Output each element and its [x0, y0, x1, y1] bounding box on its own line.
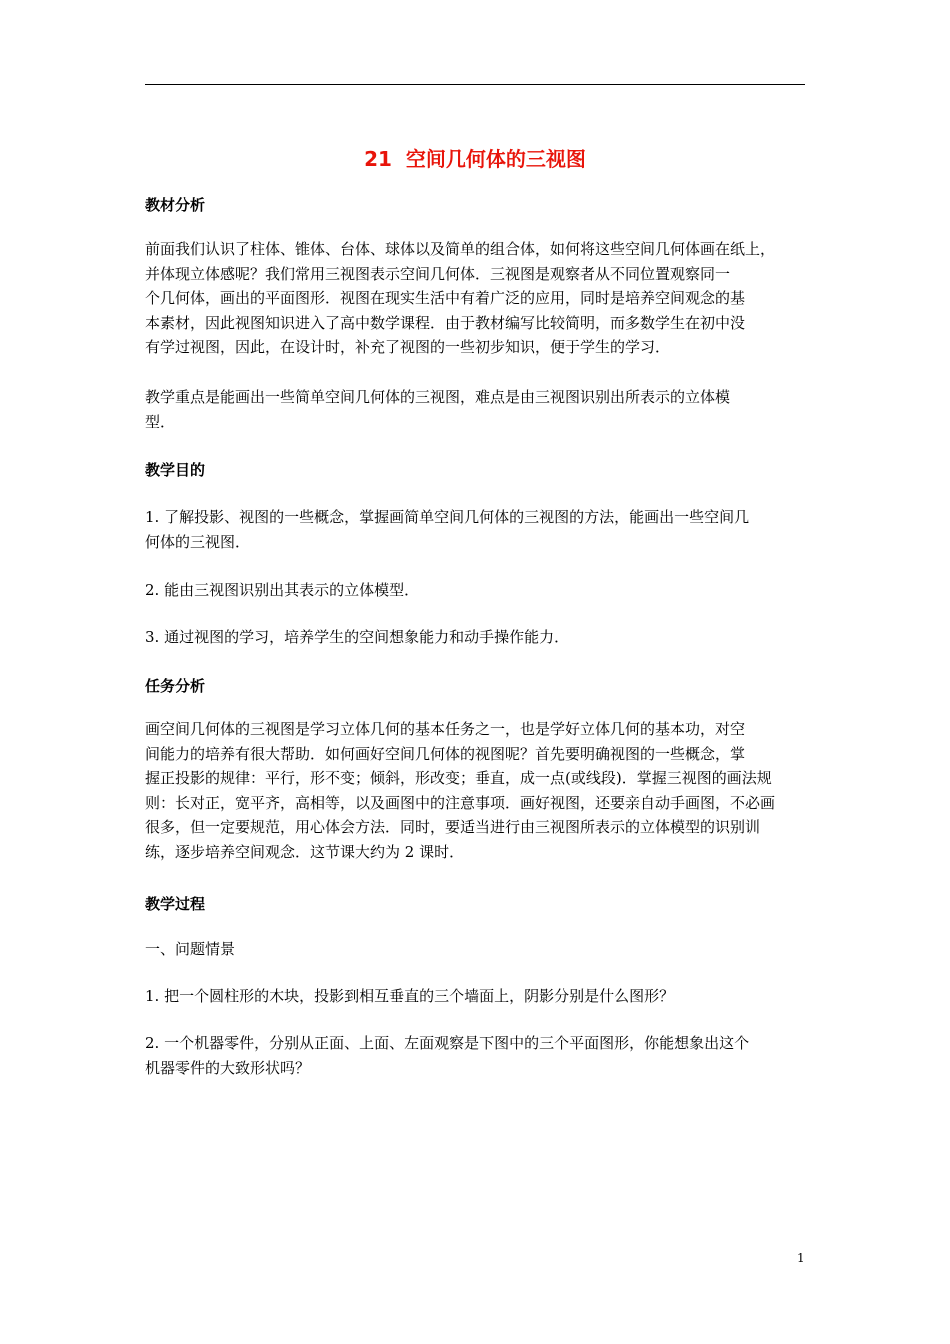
heading-goals: 教学目的 [145, 461, 206, 479]
text-line: 机器零件的大致形状吗？ [145, 1058, 311, 1077]
subheading-problem [145, 937, 810, 962]
text-line: 画空间几何体的三视图是学习立体几何的基本任务之一，也是学好立体几何的基本功，对空 [145, 720, 746, 738]
goal-item-3 [145, 625, 810, 650]
text-line: 并体现立体感呢？我们常用三视图表示空间几何体．三视图是观察者从不同位置观察同一 [145, 264, 731, 283]
text-line: 个几何体，画出的平面图形．视图在现实生活中有着广泛的应用，同时是培养空间观念的基 [145, 289, 746, 307]
text-line: 握正投影的规律：平行，形不变；倾斜，形改变；垂直，成一点(或线段)．掌握三视图的画法规 [145, 769, 772, 787]
heading-tasks: 任务分析 [145, 677, 206, 695]
header-rule [145, 84, 805, 85]
text-line: 教学重点是能画出一些简单空间几何体的三视图，难点是由三视图识别出所表示的立体模 [145, 388, 731, 406]
paragraph-tasks [145, 717, 810, 864]
question-1 [145, 984, 810, 1009]
heading-analysis: 教材分析 [145, 196, 206, 214]
text-line: 1. 了解投影、视图的一些概念，掌握画简单空间几何体的三视图的方法，能画出一些空间几 [145, 508, 750, 526]
text-line: 很多，但一定要规范，用心体会方法．同时，要适当进行由三视图所表示的立体模型的识别训 [145, 818, 761, 836]
goal-item-2 [145, 578, 810, 603]
text-line: 本素材，因此视图知识进入了高中数学课程．由于教材编写比较简明，而多数学生在初中没 [145, 313, 746, 332]
heading-process: 教学过程 [145, 895, 206, 913]
text-line: 2. 能由三视图识别出其表示的立体模型． [145, 581, 420, 599]
text-line: 则：长对正，宽平齐，高相等，以及画图中的注意事项．画好视图，还要亲自动手画图，不必画 [145, 793, 776, 812]
page-title: 21 空间几何体的三视图 [364, 147, 586, 171]
text-line: 3. 通过视图的学习，培养学生的空间想象能力和动手操作能力． [145, 628, 570, 646]
text-line: 1. 把一个圆柱形的木块，投影到相互垂直的三个墙面上，阴影分别是什么图形？ [145, 987, 675, 1005]
page-number: 1 [797, 1251, 805, 1265]
text-line: 型． [145, 412, 176, 431]
text-line: 有学过视图，因此，在设计时，补充了视图的一些初步知识，便于学生的学习． [145, 338, 671, 356]
paragraph-analysis-2 [145, 385, 810, 434]
text-line: 练，逐步培养空间观念．这节课大约为 2 课时． [145, 842, 465, 861]
text-line: 2. 一个机器零件，分别从正面、上面、左面观察是下图中的三个平面图形，你能想象出这个 [145, 1034, 750, 1052]
text-line: 间能力的培养有很大帮助．如何画好空间几何体的视图呢？首先要明确视图的一些概念，掌 [145, 744, 746, 763]
text-line: 何体的三视图． [145, 532, 251, 551]
text-line: 一、问题情景 [145, 940, 236, 958]
paragraph-analysis-1 [145, 237, 810, 360]
question-2 [145, 1031, 810, 1080]
text-line: 前面我们认识了柱体、锥体、台体、球体以及简单的组合体，如何将这些空间几何体画在纸上， [145, 240, 776, 258]
goal-item-1 [145, 505, 810, 554]
